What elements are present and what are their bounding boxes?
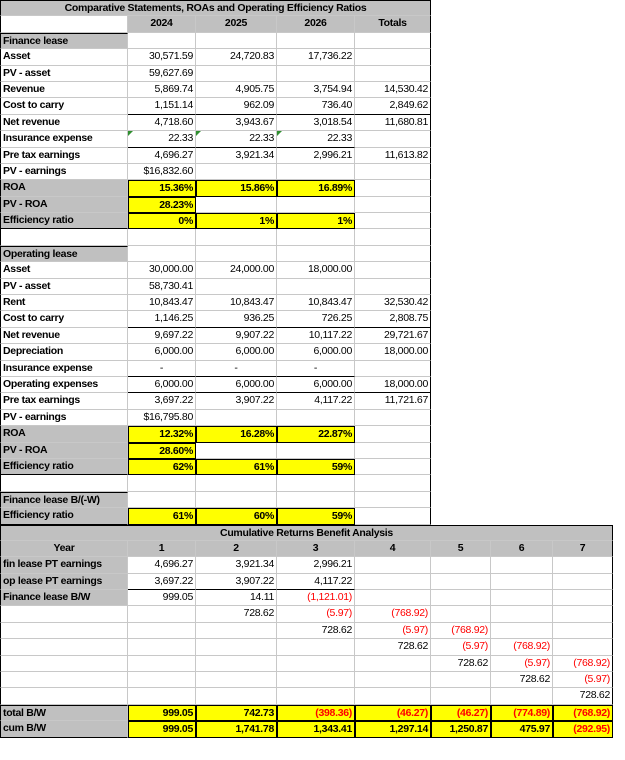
cell: 10,843.47 <box>196 295 277 311</box>
cell: 1,151.14 <box>128 98 196 114</box>
cum-bw-cell: 999.05 <box>128 721 196 737</box>
cascade-cell: 728.62 <box>431 656 491 672</box>
cascade-cell: (5.97) <box>355 623 431 639</box>
cascade-cell: 728.62 <box>196 606 277 622</box>
cell: 3,018.54 <box>277 115 355 131</box>
cell: 2,996.21 <box>277 557 355 573</box>
roa-cell: 15.86% <box>196 180 277 196</box>
efficiency-cell: 59% <box>277 459 355 475</box>
row-label: Asset <box>0 262 128 278</box>
year-2024: 2024 <box>128 16 196 32</box>
year-col: 1 <box>128 541 196 557</box>
row-label: PV - earnings <box>0 410 128 426</box>
cascade-cell: (5.97) <box>553 672 613 688</box>
total-bw-cell: (398.36) <box>277 705 355 721</box>
row-label: Insurance expense <box>0 361 128 377</box>
total-cell: 2,849.62 <box>355 98 431 114</box>
total-cell: 2,808.75 <box>355 311 431 327</box>
cell: 6,000.00 <box>196 344 277 360</box>
cell: 3,921.34 <box>196 557 277 573</box>
year-col: 4 <box>355 541 431 557</box>
year-label: Year <box>0 541 128 557</box>
cascade-cell: (5.97) <box>491 656 553 672</box>
cell: 3,943.67 <box>196 115 277 131</box>
cell: 5,869.74 <box>128 82 196 98</box>
row-label: PV - ROA <box>0 443 128 459</box>
cell: 58,730.41 <box>128 279 196 295</box>
roa-cell: 16.89% <box>277 180 355 196</box>
row-label: Efficiency ratio <box>0 213 128 229</box>
cell: 3,754.94 <box>277 82 355 98</box>
finance-section-label: Finance lease <box>0 33 128 49</box>
total-cell: 14,530.42 <box>355 82 431 98</box>
cumulative-title: Cumulative Returns Benefit Analysis <box>0 525 613 541</box>
cascade-cell: (768.92) <box>553 656 613 672</box>
row-label: Depreciation <box>0 344 128 360</box>
row-label: total B/W <box>0 705 128 721</box>
year-col: 6 <box>491 541 553 557</box>
efficiency-cell: 61% <box>128 508 196 524</box>
cell: $16,795.80 <box>128 410 196 426</box>
cell: 4,696.27 <box>128 557 196 573</box>
year-2025: 2025 <box>196 16 277 32</box>
efficiency-cell: 1% <box>196 213 277 229</box>
operating-section-label: Operating lease <box>0 246 128 262</box>
total-bw-cell: 999.05 <box>128 705 196 721</box>
cell: 962.09 <box>196 98 277 114</box>
row-label: Efficiency ratio <box>0 459 128 475</box>
cell: 726.25 <box>277 311 355 327</box>
cell: 59,627.69 <box>128 66 196 82</box>
cascade-cell: (768.92) <box>491 639 553 655</box>
row-label: Pre tax earnings <box>0 393 128 409</box>
year-col: 5 <box>431 541 491 557</box>
total-cell: 11,721.67 <box>355 393 431 409</box>
cell: 6,000.00 <box>128 344 196 360</box>
cell: - <box>128 361 196 377</box>
cell: - <box>277 361 355 377</box>
row-label: Cost to carry <box>0 98 128 114</box>
row-label: PV - ROA <box>0 197 128 213</box>
cell: 24,720.83 <box>196 49 277 65</box>
cell: 6,000.00 <box>196 377 277 393</box>
totals-header: Totals <box>355 16 431 32</box>
header-blank <box>0 16 128 32</box>
cell: (1,121.01) <box>277 590 355 606</box>
compare-label: Finance lease B/(-W) <box>0 492 128 508</box>
total-bw-cell: (774.89) <box>491 705 553 721</box>
row-label: Revenue <box>0 82 128 98</box>
pv-roa-cell: 28.60% <box>128 443 196 459</box>
efficiency-cell: 61% <box>196 459 277 475</box>
cascade-cell: 728.62 <box>553 688 613 704</box>
cell: - <box>196 361 277 377</box>
row-label: PV - asset <box>0 279 128 295</box>
year-col: 7 <box>553 541 613 557</box>
cell: 999.05 <box>128 590 196 606</box>
cascade-cell: (768.92) <box>431 623 491 639</box>
cum-bw-cell: 1,741.78 <box>196 721 277 737</box>
roa-cell: 12.32% <box>128 426 196 442</box>
efficiency-cell: 1% <box>277 213 355 229</box>
cum-bw-cell: 1,343.41 <box>277 721 355 737</box>
row-label: ROA <box>0 426 128 442</box>
cell: $16,832.60 <box>128 164 196 180</box>
total-cell: 11,613.82 <box>355 148 431 164</box>
total-bw-cell: (768.92) <box>553 705 613 721</box>
year-col: 2 <box>196 541 277 557</box>
row-label: Rent <box>0 295 128 311</box>
efficiency-cell: 59% <box>277 508 355 524</box>
total-cell: 29,721.67 <box>355 328 431 344</box>
row-label: cum B/W <box>0 721 128 737</box>
cell: 3,921.34 <box>196 148 277 164</box>
roa-cell: 15.36% <box>128 180 196 196</box>
cum-bw-cell: 1,297.14 <box>355 721 431 737</box>
cascade-cell: 728.62 <box>355 639 431 655</box>
total-bw-cell: (46.27) <box>355 705 431 721</box>
efficiency-cell: 0% <box>128 213 196 229</box>
total-bw-cell: (46.27) <box>431 705 491 721</box>
total-cell: 18,000.00 <box>355 344 431 360</box>
cascade-cell: 728.62 <box>277 623 355 639</box>
cascade-cell: (5.97) <box>277 606 355 622</box>
cell: 3,907.22 <box>196 393 277 409</box>
sheet-title: Comparative Statements, ROAs and Operating Efficiency Ratios <box>0 0 431 16</box>
cell: 30,000.00 <box>128 262 196 278</box>
cell: 18,000.00 <box>277 262 355 278</box>
total-cell: 11,680.81 <box>355 115 431 131</box>
cell: 4,696.27 <box>128 148 196 164</box>
cell: 3,907.22 <box>196 574 277 590</box>
cell: 9,907.22 <box>196 328 277 344</box>
row-label: op lease PT earnings <box>0 574 128 590</box>
row-label: fin lease PT earnings <box>0 557 128 573</box>
row-label: Net revenue <box>0 115 128 131</box>
efficiency-cell: 60% <box>196 508 277 524</box>
cell: 22.33 <box>128 131 196 147</box>
cell: 736.40 <box>277 98 355 114</box>
cell: 22.33 <box>196 131 277 147</box>
cell: 6,000.00 <box>277 377 355 393</box>
cell: 17,736.22 <box>277 49 355 65</box>
cum-bw-cell: 475.97 <box>491 721 553 737</box>
cell: 10,843.47 <box>128 295 196 311</box>
cum-bw-cell: 1,250.87 <box>431 721 491 737</box>
cell: 6,000.00 <box>128 377 196 393</box>
cell: 30,571.59 <box>128 49 196 65</box>
row-label: Efficiency ratio <box>0 508 128 524</box>
cascade-cell: 728.62 <box>491 672 553 688</box>
cell: 3,697.22 <box>128 574 196 590</box>
efficiency-cell: 62% <box>128 459 196 475</box>
pv-roa-cell: 28.23% <box>128 197 196 213</box>
cell: 14.11 <box>196 590 277 606</box>
row-label: PV - asset <box>0 66 128 82</box>
row-label: Finance lease B/W <box>0 590 128 606</box>
cell: 10,117.22 <box>277 328 355 344</box>
cell: 10,843.47 <box>277 295 355 311</box>
cell: 24,000.00 <box>196 262 277 278</box>
cell: 6,000.00 <box>277 344 355 360</box>
year-col: 3 <box>277 541 355 557</box>
cell: 22.33 <box>277 131 355 147</box>
row-label: Asset <box>0 49 128 65</box>
row-label: Pre tax earnings <box>0 148 128 164</box>
roa-cell: 22.87% <box>277 426 355 442</box>
cum-bw-cell: (292.95) <box>553 721 613 737</box>
total-cell: 18,000.00 <box>355 377 431 393</box>
row-label: Insurance expense <box>0 131 128 147</box>
row-label: Operating expenses <box>0 377 128 393</box>
cell: 2,996.21 <box>277 148 355 164</box>
total-cell: 32,530.42 <box>355 295 431 311</box>
row-label: ROA <box>0 180 128 196</box>
cell: 936.25 <box>196 311 277 327</box>
total-bw-cell: 742.73 <box>196 705 277 721</box>
row-label: Cost to carry <box>0 311 128 327</box>
row-label: PV - earnings <box>0 164 128 180</box>
cell: 4,117.22 <box>277 393 355 409</box>
cascade-cell: (768.92) <box>355 606 431 622</box>
roa-cell: 16.28% <box>196 426 277 442</box>
cascade-cell: (5.97) <box>431 639 491 655</box>
year-2026: 2026 <box>277 16 355 32</box>
cell: 4,905.75 <box>196 82 277 98</box>
cell: 4,718.60 <box>128 115 196 131</box>
cell: 1,146.25 <box>128 311 196 327</box>
cell: 3,697.22 <box>128 393 196 409</box>
cell: 9,697.22 <box>128 328 196 344</box>
cell: 4,117.22 <box>277 574 355 590</box>
row-label: Net revenue <box>0 328 128 344</box>
